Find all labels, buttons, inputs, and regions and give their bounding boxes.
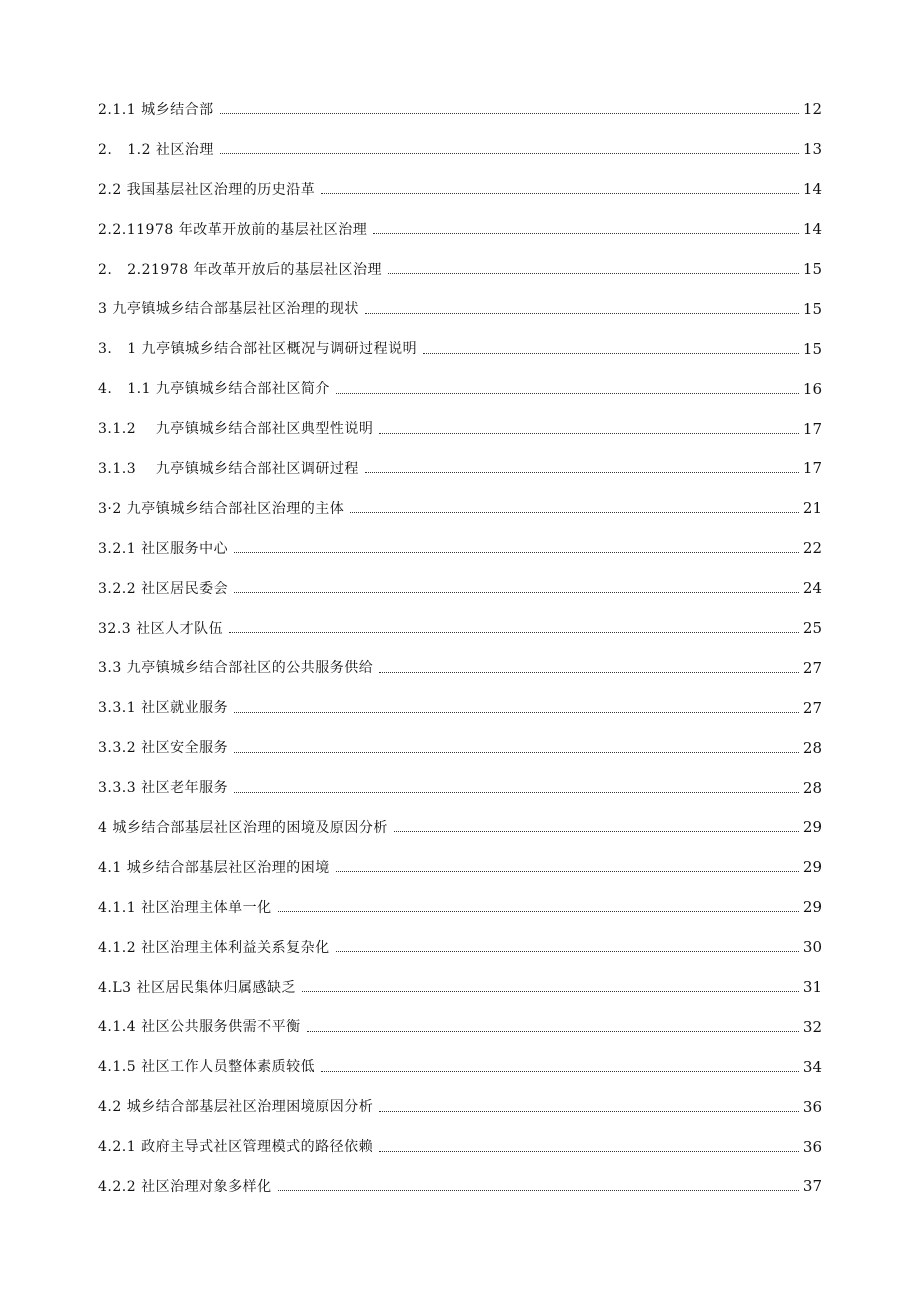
toc-entry-page: 29: [802, 858, 822, 877]
toc-entry[interactable]: [98, 449, 822, 489]
toc-leader-dots: [220, 139, 799, 154]
toc-entry-page: 15: [802, 260, 822, 278]
toc-entry-page: 31: [802, 978, 822, 997]
toc-entry[interactable]: [98, 1127, 822, 1167]
toc-entry[interactable]: [98, 569, 822, 609]
toc-leader-dots: [379, 658, 799, 673]
toc-entry[interactable]: [98, 529, 822, 569]
toc-entry[interactable]: [98, 728, 822, 768]
toc-entry-page: 28: [802, 738, 822, 757]
toc-entry-label: 4.1 城乡结合部基层社区治理的困境: [98, 859, 330, 876]
toc-entry-page: 13: [802, 140, 822, 159]
toc-leader-dots: [321, 179, 799, 194]
toc-entry-page: 36: [802, 1137, 822, 1156]
toc-entry-label: 3. 1 九亭镇城乡结合部社区概况与调研过程说明: [98, 341, 418, 358]
toc-leader-dots: [336, 379, 799, 394]
toc-entry[interactable]: [98, 90, 822, 130]
toc-entry-label: 4.1.4 社区公共服务供需不平衡: [98, 1019, 301, 1036]
toc-entry-label: 3.3.2 社区安全服务: [98, 740, 229, 757]
toc-leader-dots: [423, 339, 799, 354]
toc-entry[interactable]: [98, 210, 822, 250]
toc-entry-page: 21: [802, 499, 822, 518]
toc-entry-label: 4.1.1 社区治理主体单一化: [98, 899, 272, 916]
table-of-contents: [98, 90, 822, 1207]
toc-entry-label: 4.L3 社区居民集体归属感缺乏: [98, 979, 297, 996]
toc-leader-dots: [379, 1137, 799, 1152]
toc-leader-dots: [234, 538, 799, 553]
toc-entry[interactable]: [98, 1087, 822, 1127]
toc-entry-page: 29: [802, 898, 822, 917]
toc-entry[interactable]: [98, 888, 822, 928]
toc-entry-page: 29: [802, 818, 822, 837]
toc-entry-label: 3·2 九亭镇城乡结合部社区治理的主体: [98, 500, 345, 517]
toc-entry[interactable]: [98, 289, 822, 329]
toc-entry-label: 4. 1.1 九亭镇城乡结合部社区简介: [98, 381, 330, 398]
toc-entry-label: 3.2.2 社区居民委会: [98, 580, 229, 597]
toc-entry[interactable]: [98, 409, 822, 449]
toc-leader-dots: [220, 99, 799, 114]
toc-leader-dots: [229, 618, 799, 633]
toc-entry-label: 3.1.2 九亭镇城乡结合部社区典型性说明: [98, 421, 374, 438]
toc-entry-page: 24: [802, 579, 822, 598]
toc-entry-label: 3.2.1 社区服务中心: [98, 540, 229, 557]
toc-entry-page: 27: [802, 658, 822, 677]
toc-entry-label: 3.3 九亭镇城乡结合部社区的公共服务供给: [98, 660, 374, 677]
toc-entry[interactable]: [98, 768, 822, 808]
toc-entry-page: 17: [802, 419, 822, 438]
toc-entry[interactable]: [98, 250, 822, 290]
toc-entry-page: 15: [802, 299, 822, 318]
toc-entry-label: 3.3.1 社区就业服务: [98, 700, 229, 717]
toc-leader-dots: [379, 419, 798, 434]
toc-leader-dots: [336, 937, 799, 952]
toc-entry-label: 3.1.3 九亭镇城乡结合部社区调研过程: [98, 460, 359, 477]
toc-leader-dots: [307, 1017, 799, 1032]
toc-entry-label: 3.3.3 社区老年服务: [98, 780, 229, 797]
toc-entry-page: 32: [802, 1017, 822, 1036]
toc-leader-dots: [373, 219, 799, 234]
toc-leader-dots: [321, 1057, 799, 1072]
toc-leader-dots: [278, 1176, 799, 1191]
toc-entry[interactable]: [98, 848, 822, 888]
toc-entry-page: 25: [802, 619, 822, 638]
toc-entry-page: 22: [802, 539, 822, 558]
toc-entry[interactable]: [98, 968, 822, 1008]
toc-entry-label: 2. 2.21978 年改革开放后的基层社区治理: [98, 261, 383, 278]
toc-entry-label: 4.1.5 社区工作人员整体素质较低: [98, 1059, 316, 1076]
toc-leader-dots: [350, 498, 799, 513]
toc-entry-page: 16: [802, 379, 822, 398]
toc-entry-page: 36: [802, 1097, 822, 1116]
toc-entry[interactable]: [98, 329, 822, 369]
toc-leader-dots: [234, 578, 799, 593]
toc-leader-dots: [278, 897, 799, 912]
toc-leader-dots: [365, 299, 799, 314]
toc-entry[interactable]: [98, 369, 822, 409]
toc-entry[interactable]: [98, 489, 822, 529]
toc-leader-dots: [302, 977, 799, 992]
toc-entry-label: 4.2.2 社区治理对象多样化: [98, 1178, 272, 1195]
toc-entry-page: 15: [802, 339, 822, 358]
toc-entry-page: 14: [802, 180, 822, 199]
toc-entry[interactable]: [98, 130, 822, 170]
toc-entry-page: 37: [802, 1177, 822, 1196]
toc-entry-label: 2.2 我国基层社区治理的历史沿革: [98, 181, 316, 198]
toc-entry-page: 12: [802, 100, 822, 119]
toc-entry-page: 28: [802, 778, 822, 797]
toc-leader-dots: [234, 778, 799, 793]
toc-entry-label: 32.3 社区人才队伍: [98, 620, 224, 637]
toc-entry[interactable]: [98, 1047, 822, 1087]
toc-leader-dots: [234, 698, 799, 713]
toc-leader-dots: [379, 1097, 799, 1112]
toc-entry-label: 2. 1.2 社区治理: [98, 141, 214, 158]
toc-leader-dots: [234, 738, 799, 753]
toc-entry[interactable]: [98, 808, 822, 848]
toc-leader-dots: [336, 857, 799, 872]
toc-entry-label: 4.1.2 社区治理主体利益关系复杂化: [98, 939, 330, 956]
toc-entry-label: 2.2.11978 年改革开放前的基层社区治理: [98, 221, 368, 238]
toc-entry-page: 14: [802, 220, 822, 239]
toc-leader-dots: [388, 259, 799, 274]
toc-entry-page: 30: [802, 938, 822, 957]
toc-leader-dots: [365, 458, 799, 473]
toc-entry[interactable]: [98, 688, 822, 728]
toc-entry[interactable]: [98, 609, 822, 649]
toc-entry-page: 34: [802, 1057, 822, 1076]
toc-entry-label: 4 城乡结合部基层社区治理的困境及原因分析: [98, 819, 388, 836]
toc-leader-dots: [394, 817, 799, 832]
toc-entry-page: 17: [802, 459, 822, 478]
toc-entry-label: 3 九亭镇城乡结合部基层社区治理的现状: [98, 301, 359, 318]
toc-entry[interactable]: [98, 1007, 822, 1047]
toc-entry[interactable]: [98, 1167, 822, 1207]
toc-entry[interactable]: [98, 648, 822, 688]
toc-entry[interactable]: [98, 928, 822, 968]
toc-entry[interactable]: [98, 170, 822, 210]
toc-entry-label: 4.2 城乡结合部基层社区治理困境原因分析: [98, 1099, 374, 1116]
toc-entry-page: 27: [802, 698, 822, 717]
toc-entry-label: 2.1.1 城乡结合部: [98, 101, 214, 118]
toc-entry-label: 4.2.1 政府主导式社区管理模式的路径依赖: [98, 1139, 374, 1156]
